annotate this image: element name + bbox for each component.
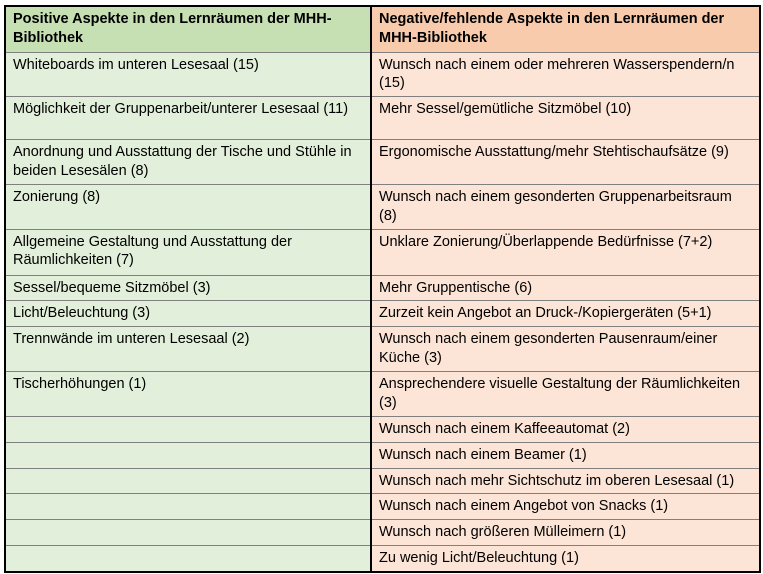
negative-cell: Wunsch nach größeren Mülleimern (1) [371, 520, 760, 546]
positive-cell: Licht/Beleuchtung (3) [5, 301, 371, 327]
negative-cell: Wunsch nach einem gesonderten Pausenraum/einer Küche (3) [371, 327, 760, 372]
negative-header-cell: Negative/fehlende Aspekte in den Lernräumen der MHH-Bibliothek [371, 6, 760, 52]
table-row [5, 275, 760, 301]
positive-cell [5, 520, 371, 546]
negative-cell: Unklare Zonierung/Überlappende Bedürfnisse (7+2) [371, 229, 760, 275]
negative-cell: Mehr Sessel/gemütliche Sitzmöbel (10) [371, 97, 760, 140]
table-row [5, 97, 760, 140]
positive-cell [5, 546, 371, 572]
table-row [5, 140, 760, 185]
aspects-table [4, 5, 761, 573]
table-row [5, 494, 760, 520]
table-row [5, 52, 760, 97]
positive-cell [5, 416, 371, 442]
table-row [5, 229, 760, 275]
positive-cell [5, 468, 371, 494]
negative-cell: Ansprechendere visuelle Gestaltung der Räumlichkeiten (3) [371, 371, 760, 416]
positive-cell: Whiteboards im unteren Lesesaal (15) [5, 52, 371, 97]
positive-cell [5, 494, 371, 520]
positive-cell [5, 442, 371, 468]
negative-cell: Wunsch nach einem Kaffeeautomat (2) [371, 416, 760, 442]
positive-cell: Allgemeine Gestaltung und Ausstattung der Räumlichkeiten (7) [5, 229, 371, 275]
table-row [5, 468, 760, 494]
table-row [5, 301, 760, 327]
positive-cell: Zonierung (8) [5, 184, 371, 229]
header-row [5, 6, 760, 52]
negative-cell: Ergonomische Ausstattung/mehr Stehtischaufsätze (9) [371, 140, 760, 185]
positive-header-cell: Positive Aspekte in den Lernräumen der MHH-Bibliothek [5, 6, 371, 52]
table-row [5, 416, 760, 442]
table-row [5, 546, 760, 572]
positive-cell: Anordnung und Ausstattung der Tische und Stühle in beiden Lesesälen (8) [5, 140, 371, 185]
negative-cell: Mehr Gruppentische (6) [371, 275, 760, 301]
negative-cell: Zurzeit kein Angebot an Druck-/Kopiergeräten (5+1) [371, 301, 760, 327]
negative-cell: Wunsch nach einem gesonderten Gruppenarbeitsraum (8) [371, 184, 760, 229]
table-row [5, 520, 760, 546]
table-row [5, 184, 760, 229]
positive-cell: Tischerhöhungen (1) [5, 371, 371, 416]
negative-cell: Wunsch nach mehr Sichtschutz im oberen Lesesaal (1) [371, 468, 760, 494]
positive-cell: Trennwände im unteren Lesesaal (2) [5, 327, 371, 372]
table-row [5, 327, 760, 372]
table-row [5, 442, 760, 468]
negative-cell: Wunsch nach einem Angebot von Snacks (1) [371, 494, 760, 520]
negative-cell: Wunsch nach einem oder mehreren Wasserspendern/n (15) [371, 52, 760, 97]
negative-cell: Wunsch nach einem Beamer (1) [371, 442, 760, 468]
positive-cell: Sessel/bequeme Sitzmöbel (3) [5, 275, 371, 301]
positive-cell: Möglichkeit der Gruppenarbeit/unterer Lesesaal (11) [5, 97, 371, 140]
negative-cell: Zu wenig Licht/Beleuchtung (1) [371, 546, 760, 572]
table-row [5, 371, 760, 416]
